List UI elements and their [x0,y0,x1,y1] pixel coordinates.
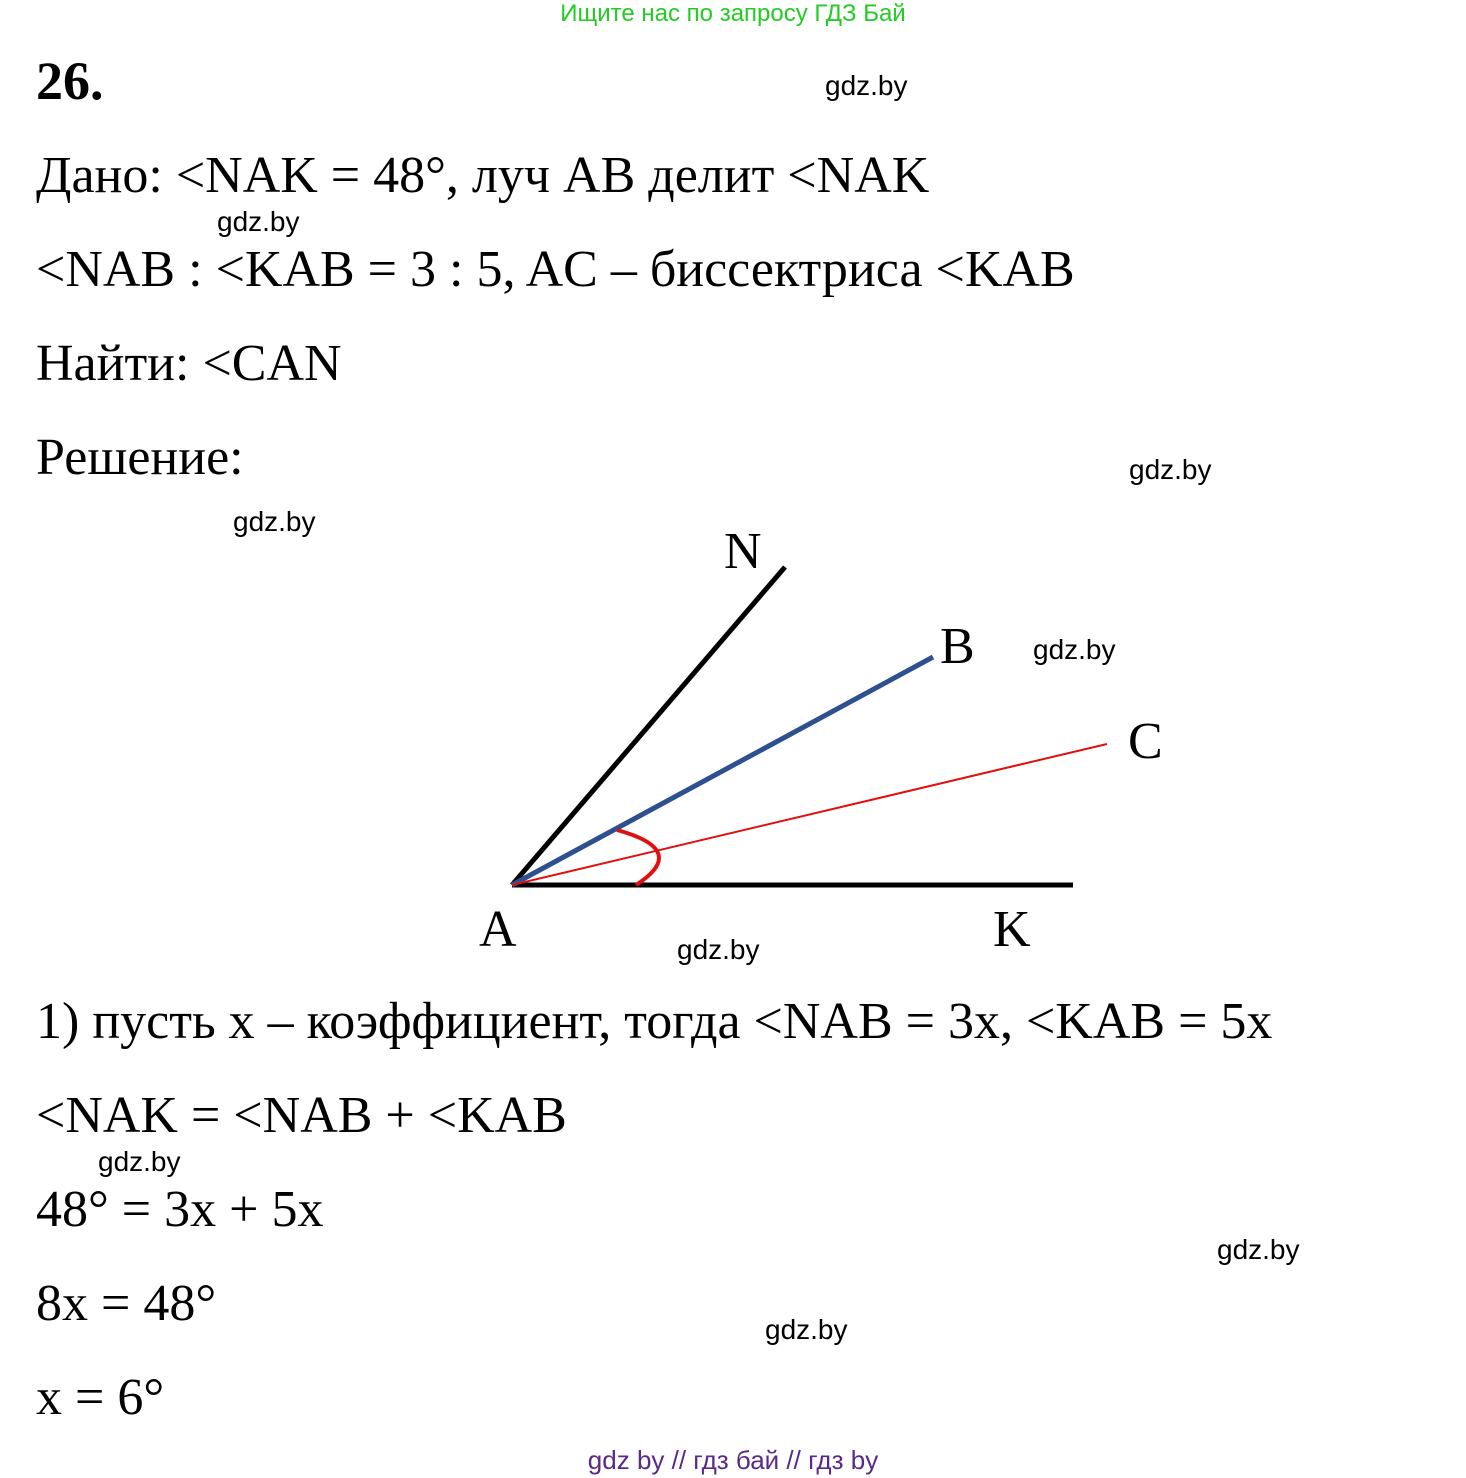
solution-label: Решение: [36,429,244,486]
watermark: gdz.by [677,934,760,965]
problem-number: 26. [36,51,104,111]
watermark: gdz.by [1033,634,1116,665]
find-line: Найти: <CAN [36,335,342,392]
angle-arc [617,830,659,885]
label-k: K [993,901,1031,958]
ray-an [512,567,785,885]
label-c: C [1128,713,1163,770]
step-1: 1) пусть x – коэффициент, тогда <NAB = 3x, <KAB = 5x [36,993,1273,1050]
footer-links[interactable]: gdz by // гдз бай // гдз by [587,1445,879,1475]
watermark: gdz.by [1129,454,1212,485]
label-n: N [724,523,762,580]
watermark: gdz.by [765,1314,848,1345]
watermark: gdz.by [233,506,316,537]
label-a: A [479,901,517,958]
given-line-1: Дано: <NAK = 48°, луч AB делит <NAK [36,147,930,204]
watermark: gdz.by [1217,1234,1300,1265]
step-4: 8x = 48° [36,1275,217,1332]
top-banner: Ищите нас по запросу ГДЗ Бай [560,0,906,27]
ray-ac [512,744,1107,885]
ray-ab [512,657,933,885]
label-b: B [940,618,975,675]
step-3: 48° = 3x + 5x [36,1181,324,1238]
given-line-2: <NAB : <KAB = 3 : 5, AC – биссектриса <KAB [36,241,1075,298]
step-2: <NAK = <NAB + <KAB [36,1087,567,1144]
watermark: gdz.by [825,70,908,101]
watermark: gdz.by [98,1146,181,1177]
step-5: x = 6° [36,1369,165,1426]
watermark: gdz.by [217,206,300,237]
